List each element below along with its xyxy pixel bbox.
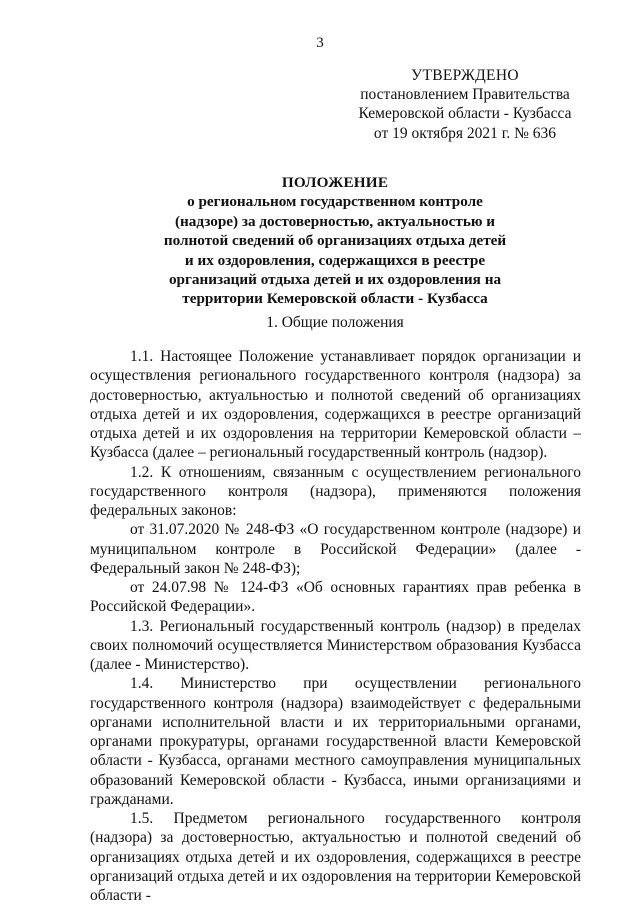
paragraph-1-2: 1.2. К отношениям, связанным с осуществлением регионального государственного контроля (надзора), применяются положения федеральных законов: [90,463,581,519]
document-subtitle-line: организаций отдыха детей и их оздоровления на [168,271,502,289]
document-subtitle-line: и их оздоровления, содержащихся в реестре [184,251,486,269]
paragraph-1-5: 1.5. Предметом регионального государственного контроля (надзора) за достоверностью, актуальностью и полнотой сведений об организациях отдыха детей и их оздоровления, содержащихся в реестре организаций отдыха детей и их оздоровления на территории Кемеровской области - [90,810,581,904]
approval-stamp-block [345,66,585,143]
paragraph-1-3: 1.3. Региональный государственный контроль (надзор) в пределах своих полномочий осуществляется Министерством образования Кузбасса (далее - Министерство). [90,617,581,673]
paragraph-law-248: от 31.07.2020 № 248-ФЗ «О государственном контроле (надзоре) и муниципальном контроле в Российской Федерации» (далее - Федеральный закон № 248-ФЗ); [90,521,581,577]
document-title-block [90,173,580,309]
approval-line-region: Кемеровской области - Кузбасса [358,105,572,123]
page-number: 3 [316,35,324,51]
paragraph-1-1: 1.1. Настоящее Положение устанавливает порядок организации и осуществления регионального государственного контроля (надзора) за достоверностью, актуальностью и полнотой сведений об организациях отдыха детей и их оздоровления, содержащихся в реестре организаций отдыха детей и их оздоровления на территории Кемеровской области – Кузбасса (далее – региональный государственный контроль (надзор). [90,348,581,462]
document-subtitle-line: (надзоре) за достоверностью, актуальностью и [174,212,496,230]
approval-line-date: от 19 октября 2021 г. № 636 [373,124,557,142]
document-subtitle-line: о региональном государственном контроле [187,193,483,211]
approval-stamp-label: УТВЕРЖДЕНО [411,67,519,84]
document-subtitle-line: территории Кемеровской области - Кузбасса [182,290,488,308]
approval-line-decree: постановлением Правительства [360,86,570,104]
document-title: ПОЛОЖЕНИЕ [281,174,389,191]
paragraph-1-4: 1.4. Министерство при осуществлении регионального государственного контроля (надзора) взаимодействует с федеральными органами исполнительной власти и их территориальными органами, органами прокуратуры, органами государственной власти Кемеровской области - Кузбасса, органами местного самоуправления муниципальных образований Кемеровской области - Кузбасса, иными организациями и гражданами. [90,675,581,808]
paragraph-law-124: от 24.07.98 № 124-ФЗ «Об основных гарантиях прав ребенка в Российской Федерации». [90,579,581,616]
document-body [90,347,581,905]
section-heading: 1. Общие положения [266,314,404,331]
document-subtitle-line: полнотой сведений об организациях отдыха детей [163,232,507,250]
